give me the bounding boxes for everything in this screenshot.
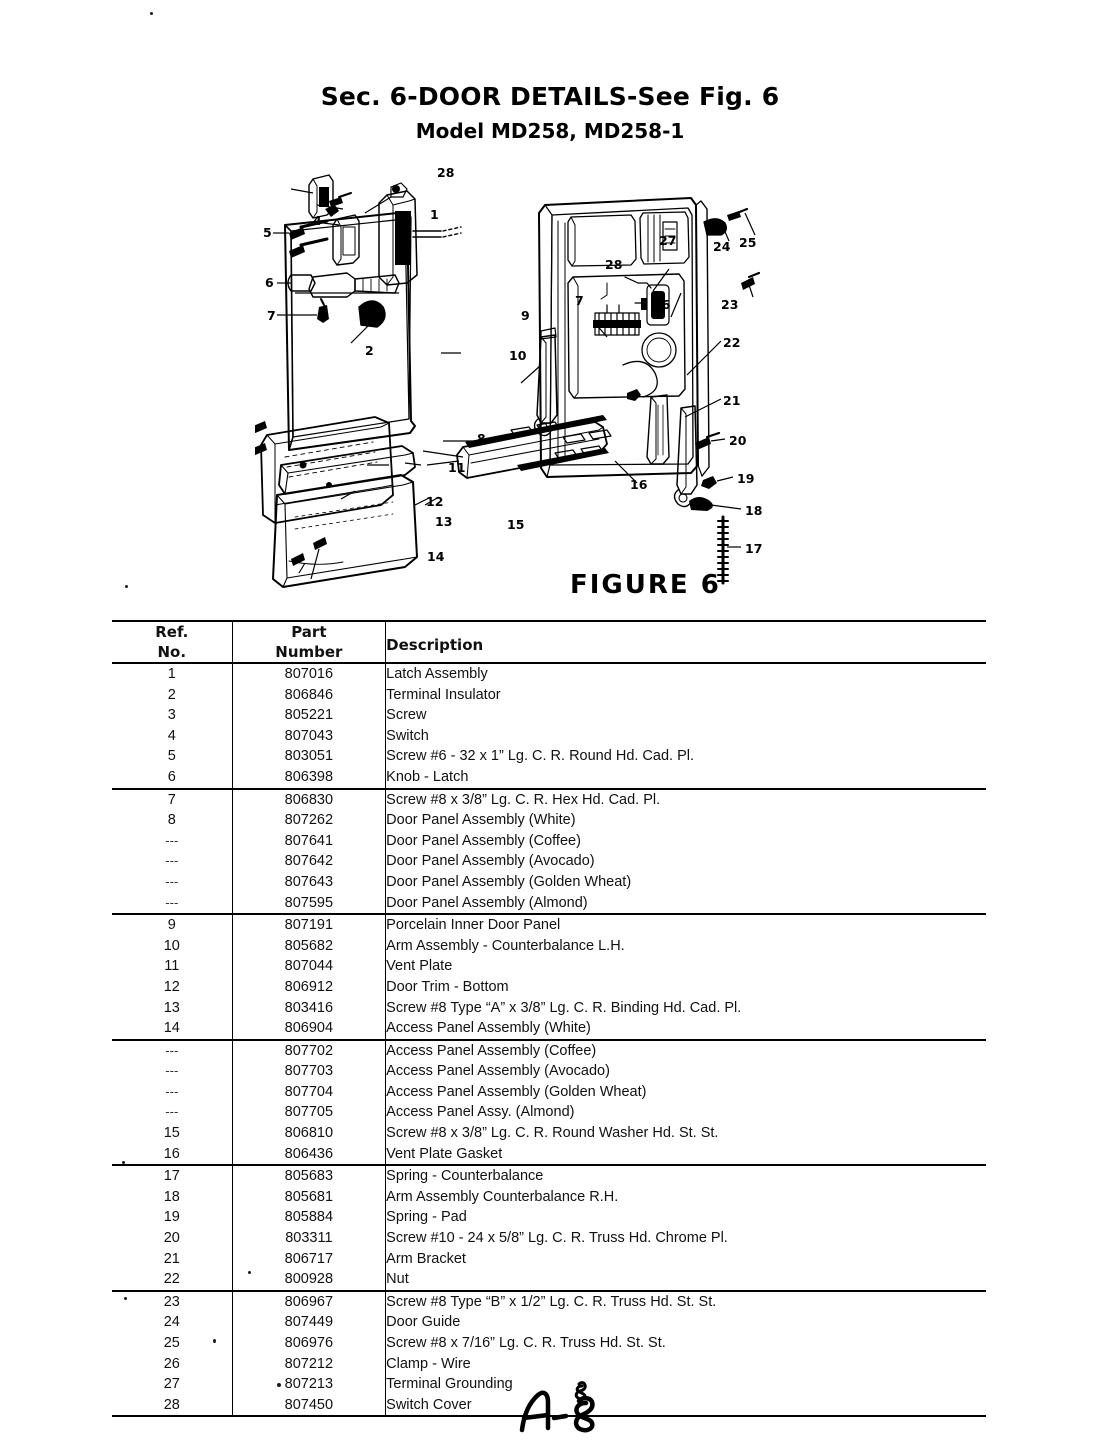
table-row-part-number: 807449: [284, 1314, 334, 1331]
table-row-ref: 25: [163, 1335, 180, 1351]
parts-group: [112, 663, 986, 789]
table-row-description: Switch: [386, 727, 429, 744]
table-row-ref: 18: [163, 1188, 180, 1205]
table-row-ref: 3: [167, 707, 176, 724]
table-row-part-number: 807191: [284, 917, 334, 934]
callout-22: 22: [723, 335, 741, 350]
table-row-part-number: 807595: [284, 894, 334, 911]
ref-no-cells: [112, 1165, 232, 1291]
parts-group: [112, 789, 986, 915]
table-row-description: Door Panel Assembly (Golden Wheat): [386, 873, 632, 890]
callout-14: 14: [427, 549, 445, 564]
scan-speck: [125, 585, 128, 588]
ref-no-cells: [112, 914, 232, 1040]
callout-11: 11: [448, 460, 466, 475]
table-row-ref: 17: [163, 1168, 180, 1185]
table-row-ref: ---: [165, 1042, 179, 1058]
table-row-description: Knob - Latch: [386, 768, 469, 785]
table-row-description: Arm Assembly Counterbalance R.H.: [386, 1188, 619, 1205]
table-row-description: Clamp - Wire: [386, 1355, 471, 1372]
table-row-description: Terminal Grounding: [386, 1376, 513, 1393]
table-row-part-number: 806398: [284, 768, 334, 785]
callout-20: 20: [729, 433, 747, 448]
table-row-description: Vent Plate Gasket: [386, 1145, 503, 1162]
table-row-description: Screw #8 x 3/8” Lg. C. R. Hex Hd. Cad. Pl.: [386, 791, 661, 808]
table-row-ref: 26: [163, 1355, 180, 1372]
table-row-part-number: 805221: [284, 707, 334, 724]
table-row-description: Screw #6 - 32 x 1” Lg. C. R. Round Hd. Cad. Pl.: [386, 748, 695, 765]
table-row-ref: 15: [163, 1125, 180, 1142]
callout-2: 2: [365, 343, 374, 358]
table-row-ref: 22: [163, 1271, 180, 1288]
description-cells: [386, 1165, 986, 1291]
table-row-ref: 7: [167, 791, 176, 808]
table-row-description: Latch Assembly: [386, 666, 488, 682]
table-row-ref: ---: [165, 873, 179, 889]
part-number-cells: [232, 914, 386, 1040]
table-row-description: Spring - Counterbalance: [386, 1168, 544, 1185]
table-row-part-number: 806976: [284, 1335, 334, 1351]
table-row-description: Screw #8 Type “A” x 3/8” Lg. C. R. Binding Hd. Cad. Pl.: [386, 999, 742, 1016]
page-subtitle: Model MD258, MD258-1: [415, 119, 685, 143]
part-number-cells: [232, 1040, 386, 1166]
table-row-ref: ---: [165, 832, 179, 848]
table-row-description: Door Panel Assembly (Avocado): [386, 853, 595, 870]
part-number-cells: [232, 1291, 386, 1417]
callout-7: 7: [267, 308, 276, 323]
table-row-ref: 11: [164, 958, 180, 975]
part-number-cells: [232, 1165, 386, 1291]
callout-16: 16: [630, 477, 648, 492]
table-row-description: Arm Assembly - Counterbalance L.H.: [386, 937, 625, 954]
exploded-diagram: [255, 165, 815, 590]
table-row-ref: 28: [163, 1396, 180, 1413]
description-cells: [386, 914, 986, 1040]
table-row-ref: 10: [163, 937, 180, 954]
parts-group: [112, 1040, 986, 1166]
table-row-part-number: 807213: [284, 1376, 334, 1393]
table-row-ref: 23: [163, 1293, 180, 1310]
table-row-part-number: 805683: [284, 1168, 334, 1185]
table-row-ref: 2: [167, 686, 176, 703]
table-row-part-number: 806810: [284, 1125, 334, 1142]
page-title: Sec. 6-DOOR DETAILS-See Fig. 6: [320, 82, 780, 111]
table-header-row: [112, 621, 986, 662]
ref-no-cells: [112, 1291, 232, 1417]
table-row-description: Screw #8 x 7/16” Lg. C. R. Truss Hd. St. St.: [386, 1335, 666, 1351]
scan-speck: [150, 12, 153, 15]
callout-21: 21: [723, 393, 741, 408]
table-row-ref: 21: [163, 1250, 180, 1267]
header-ref-line1: Ref.: [155, 623, 189, 641]
table-row-description: Door Panel Assembly (Coffee): [386, 832, 581, 849]
parts-table-container: [112, 620, 986, 1417]
table-row-ref: 19: [163, 1209, 180, 1226]
callout-18: 18: [745, 503, 763, 518]
parts-table: [112, 620, 986, 1417]
table-row-part-number: 806830: [284, 791, 334, 808]
table-row-ref: 4: [167, 727, 176, 744]
table-row-part-number: 807642: [284, 853, 334, 870]
table-row-part-number: 805682: [284, 937, 334, 954]
parts-group: [112, 914, 986, 1040]
table-row-ref: 16: [163, 1145, 180, 1162]
description-cells: [386, 663, 986, 789]
table-row-description: Vent Plate: [386, 958, 453, 975]
table-row-description: Screw #8 x 3/8” Lg. C. R. Round Washer Hd. St. St.: [386, 1125, 719, 1142]
table-row-ref: 12: [163, 978, 180, 995]
table-row-part-number: 807262: [284, 812, 334, 829]
table-row-description: Access Panel Assy. (Almond): [386, 1104, 575, 1121]
table-row-part-number: 807705: [284, 1104, 334, 1121]
table-row-part-number: 805681: [284, 1188, 334, 1205]
header-ref-line2: No.: [157, 643, 187, 661]
table-row-ref: 6: [167, 768, 176, 785]
table-row-part-number: 803416: [284, 999, 334, 1016]
description-cells: [386, 1040, 986, 1166]
table-row-part-number: 807641: [284, 832, 334, 849]
callout-8: 8: [477, 431, 486, 446]
callout-4: 4: [313, 213, 322, 228]
table-row-description: Door Trim - Bottom: [386, 978, 509, 995]
table-row-part-number: 806436: [284, 1145, 334, 1162]
table-row-ref: 27: [163, 1376, 180, 1393]
table-row-description: Screw: [386, 707, 427, 724]
callout-26: 26: [653, 297, 671, 312]
table-row-part-number: 807450: [284, 1396, 334, 1413]
table-row-part-number: 806912: [284, 978, 334, 995]
header-part-line2: Number: [275, 643, 343, 661]
table-row-ref: 5: [167, 748, 176, 765]
table-row-description: Access Panel Assembly (White): [386, 1020, 591, 1037]
description-cells: [386, 789, 986, 915]
table-row-description: Door Guide: [386, 1314, 461, 1331]
callout-5: 5: [263, 225, 272, 240]
table-row-part-number: 807702: [284, 1042, 334, 1059]
table-row-part-number: 803311: [285, 1230, 333, 1247]
figure-caption: FIGURE 6: [570, 570, 721, 600]
callout-15: 15: [507, 517, 525, 532]
table-row-part-number: 806717: [284, 1250, 334, 1267]
header-description: Description: [386, 621, 986, 662]
part-number-cells: [232, 663, 386, 789]
callout-7b: 7: [575, 293, 584, 308]
table-row-part-number: 806846: [284, 686, 334, 703]
table-row-ref: 20: [163, 1230, 180, 1247]
callout-23: 23: [721, 297, 739, 312]
table-row-part-number: 806967: [284, 1293, 334, 1310]
callout-25: 25: [739, 235, 757, 250]
part-number-cells: [232, 789, 386, 915]
table-row-part-number: 807643: [284, 873, 334, 890]
table-row-description: Spring - Pad: [386, 1209, 467, 1226]
table-row-part-number: 807212: [284, 1355, 334, 1372]
table-row-description: Access Panel Assembly (Coffee): [386, 1042, 597, 1059]
table-row-part-number: 807044: [284, 958, 334, 975]
ref-no-cells: [112, 663, 232, 789]
table-row-ref: ---: [165, 1063, 179, 1079]
table-row-ref: 1: [167, 666, 176, 682]
page-footer: [490, 1378, 650, 1436]
table-row-ref: 24: [163, 1314, 180, 1331]
table-row-part-number: 807016: [284, 666, 334, 682]
table-row-part-number: 805884: [284, 1209, 334, 1226]
callout-10: 10: [509, 348, 527, 363]
callout-12: 12: [426, 494, 444, 509]
table-row-description: Porcelain Inner Door Panel: [386, 917, 561, 934]
callout-19: 19: [737, 471, 755, 486]
callout-28: 28: [437, 165, 455, 180]
table-row-part-number: 807703: [284, 1063, 334, 1080]
table-body: [112, 663, 986, 1417]
page-title-block: [0, 82, 1100, 144]
table-row-ref: 13: [163, 999, 180, 1016]
table-row-ref: 14: [163, 1020, 180, 1037]
parts-group: [112, 1165, 986, 1291]
table-row-part-number: 800928: [284, 1271, 334, 1288]
table-row-part-number: 807704: [284, 1083, 334, 1100]
callout-27: 27: [659, 233, 677, 248]
header-part-number: [232, 621, 386, 662]
ref-no-cells: [112, 789, 232, 915]
callout-28b: 28: [605, 257, 623, 272]
header-part-line1: Part: [291, 623, 327, 641]
table-row-ref: 8: [167, 812, 176, 829]
callout-24: 24: [713, 239, 731, 254]
table-row-description: Nut: [386, 1271, 409, 1288]
table-row-part-number: 806904: [284, 1020, 334, 1037]
table-row-description: Door Panel Assembly (Almond): [386, 894, 588, 911]
callout-13: 13: [435, 514, 453, 529]
table-row-ref: ---: [165, 1104, 179, 1120]
table-row-description: Terminal Insulator: [386, 686, 501, 703]
table-row-description: Access Panel Assembly (Golden Wheat): [386, 1083, 647, 1100]
callout-17: 17: [745, 541, 763, 556]
table-row-ref: ---: [165, 1083, 179, 1099]
table-row-description: Arm Bracket: [386, 1250, 466, 1267]
callout-3: 3: [319, 191, 328, 206]
table-row-ref: 9: [167, 917, 176, 934]
table-row-part-number: 803051: [284, 748, 334, 765]
table-row-description: Door Panel Assembly (White): [386, 812, 576, 829]
table-row-description: Switch Cover: [386, 1396, 472, 1413]
table-row-part-number: 807043: [284, 727, 334, 744]
table-row-ref: ---: [165, 853, 179, 869]
description-cells: [386, 1291, 986, 1417]
header-ref-no: [112, 621, 232, 662]
table-row-description: Screw #10 - 24 x 5/8” Lg. C. R. Truss Hd. Chrome Pl.: [386, 1230, 728, 1247]
ref-no-cells: [112, 1040, 232, 1166]
table-row-ref: ---: [165, 894, 179, 910]
table-row-description: Screw #8 Type “B” x 1/2” Lg. C. R. Truss Hd. St. St.: [386, 1293, 717, 1310]
callout-1: 1: [430, 207, 439, 222]
callout-9: 9: [521, 308, 530, 323]
callout-6: 6: [265, 275, 274, 290]
table-row-description: Access Panel Assembly (Avocado): [386, 1063, 610, 1080]
